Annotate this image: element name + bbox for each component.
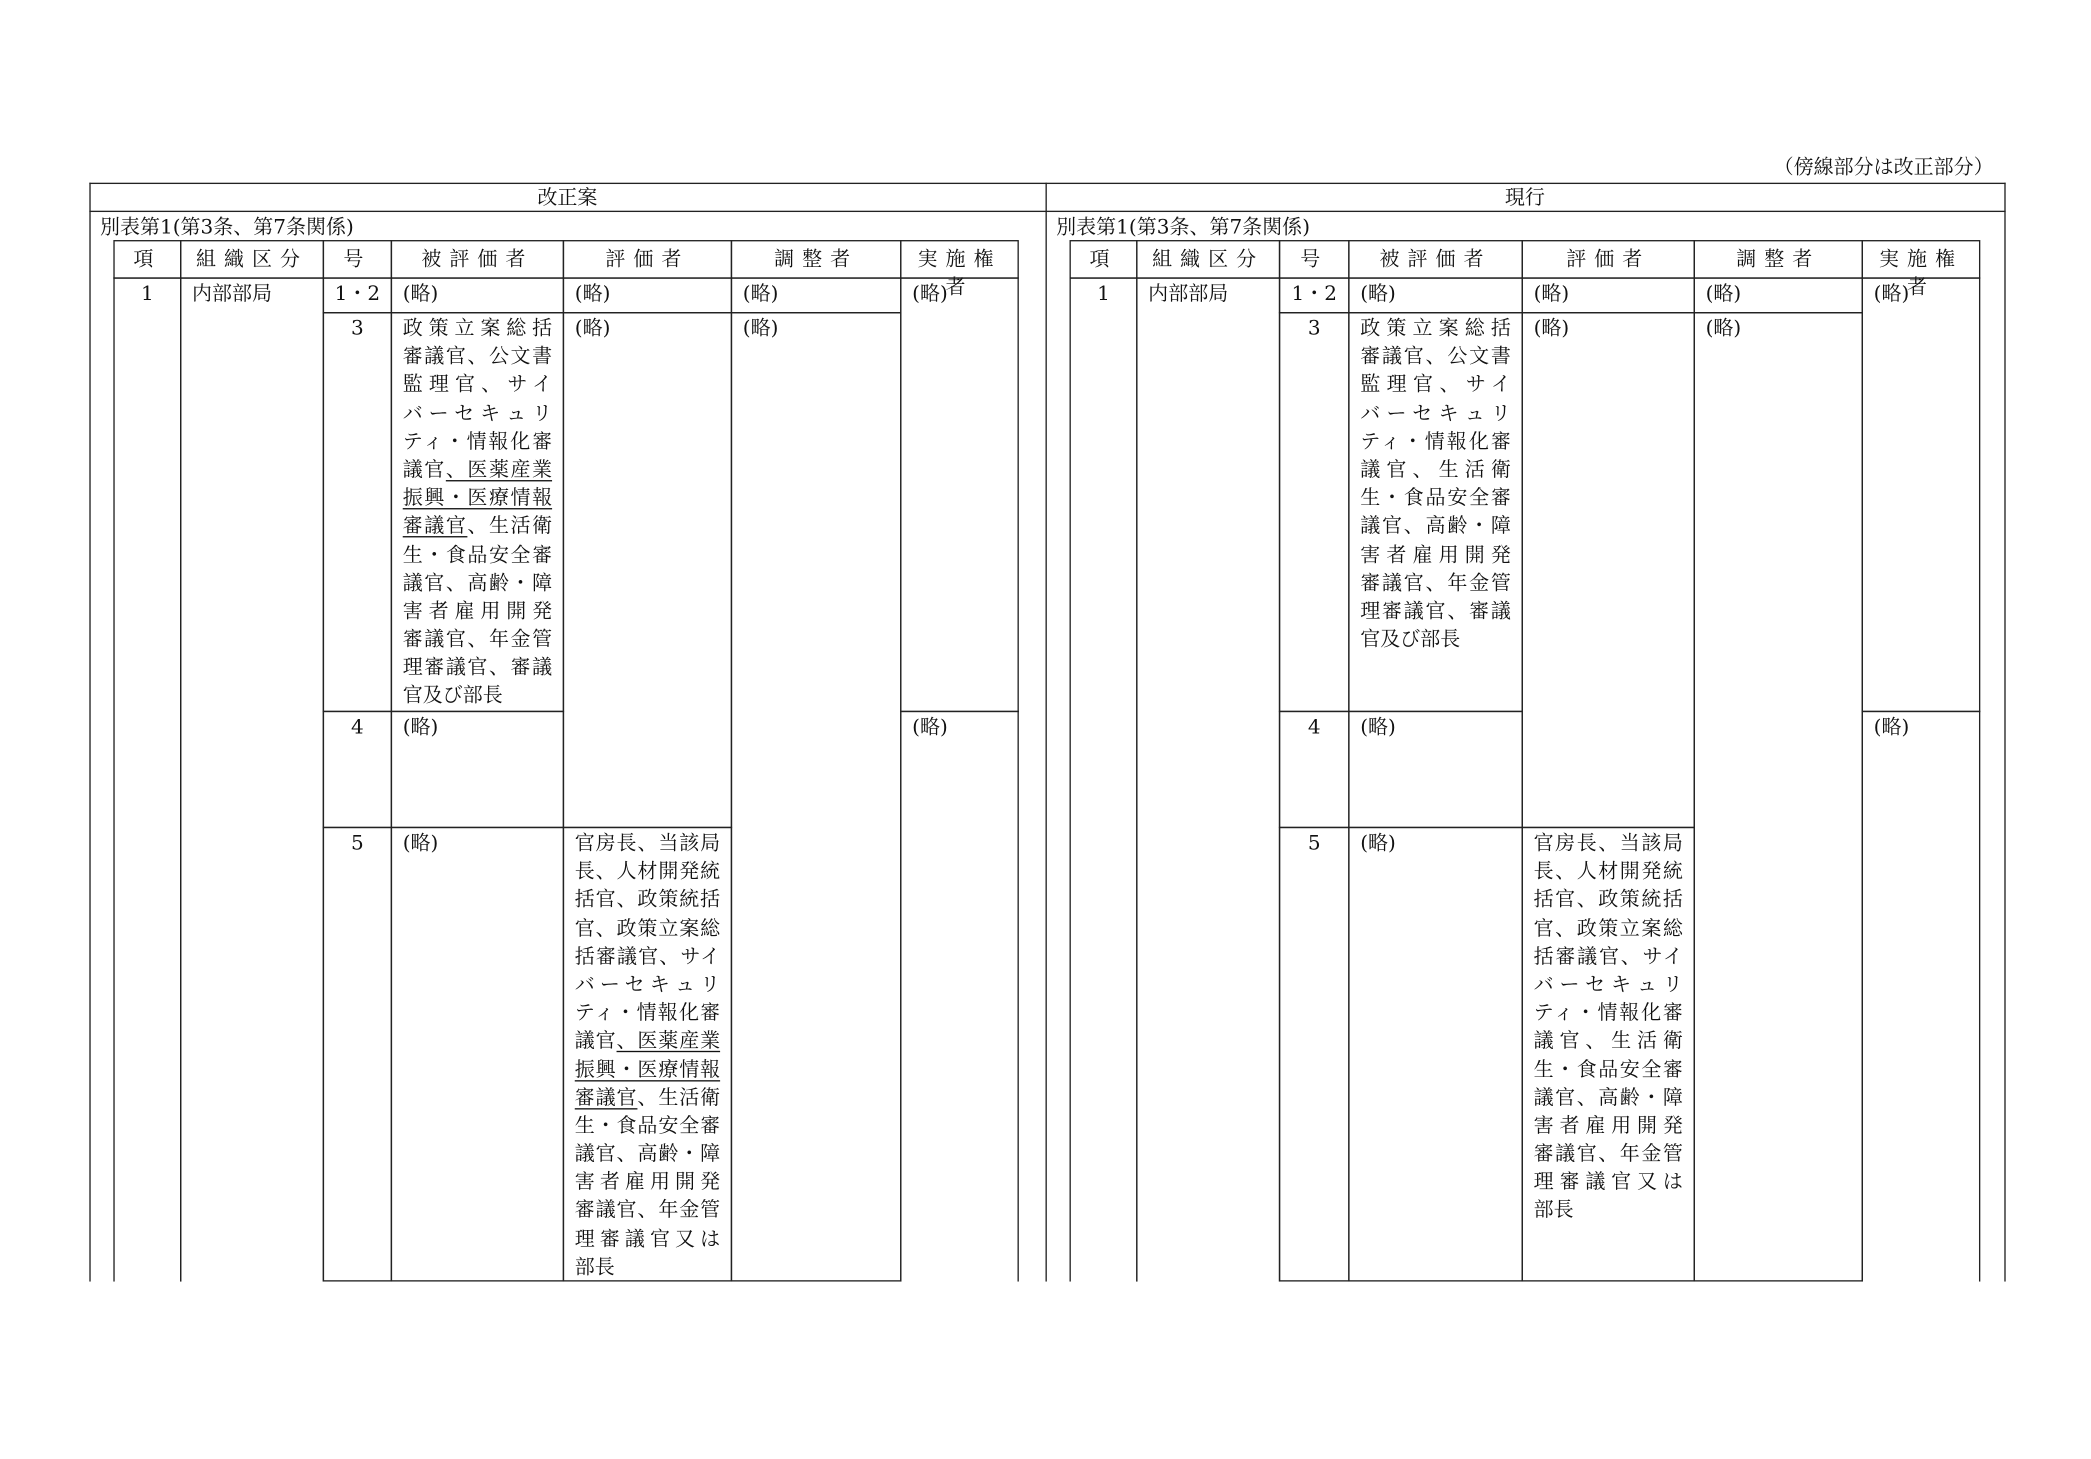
text-line xyxy=(1360,428,1511,456)
frame-heading-line xyxy=(89,211,2005,212)
evaluator-cell xyxy=(563,827,732,1282)
text-segment: 政策立案総括 xyxy=(1360,316,1511,341)
org-division-cell: 内部部局 xyxy=(180,277,324,1281)
coordinator-cell: (略) xyxy=(731,277,902,313)
text-line xyxy=(1534,858,1683,886)
header-target: 被評価者 xyxy=(391,240,564,279)
target-cell: (略) xyxy=(1348,277,1523,313)
text-segment: 生・食品安全審 xyxy=(1533,1056,1683,1081)
header-coordinator: 調整者 xyxy=(731,240,902,279)
amended-text: 、医薬産業 xyxy=(616,1028,721,1053)
text-line xyxy=(403,541,552,569)
text-segment: 、生活衛 xyxy=(637,1085,721,1110)
text-line xyxy=(1534,1169,1683,1197)
text-segment: 議官、高齢・障 xyxy=(574,1141,721,1166)
row-number-cell: 3 xyxy=(1279,312,1350,712)
text-segment: ティ・情報化審 xyxy=(402,429,553,454)
text-line xyxy=(403,456,552,484)
header-authority: 実施権者 xyxy=(1862,240,1981,279)
text-segment: 官、政策立案総 xyxy=(1533,915,1683,940)
heading-proposed: 改正案 xyxy=(537,185,598,210)
text-segment: バーセキュリ xyxy=(1360,400,1511,425)
text-segment: バーセキュリ xyxy=(1533,972,1683,997)
evaluator-cell xyxy=(1522,827,1695,1282)
text-line xyxy=(575,1027,720,1055)
frame-divider xyxy=(1046,183,1047,1282)
text-line xyxy=(1534,1084,1683,1112)
text-segment: 害者雇用開発 xyxy=(1360,542,1511,567)
text-segment: 害者雇用開発 xyxy=(402,598,553,623)
text-line xyxy=(575,942,720,970)
text-segment: 監理官、サイ xyxy=(402,372,553,397)
text-segment: 長、人材開発統 xyxy=(1533,859,1683,884)
text-segment: 理審議官又は xyxy=(1533,1169,1683,1194)
text-segment: 括審議官、サイ xyxy=(574,943,721,968)
evaluator-cell: (略) xyxy=(1522,312,1695,828)
amended-text: 、医薬産業 xyxy=(445,457,553,482)
text-line xyxy=(1360,343,1511,371)
header-org: 組織区分 xyxy=(1136,240,1280,279)
text-line xyxy=(403,626,552,654)
text-line xyxy=(1534,1056,1683,1084)
text-line xyxy=(1360,626,1511,654)
text-line xyxy=(403,484,552,512)
text-line xyxy=(575,858,720,886)
text-segment: ティ・情報化審 xyxy=(1533,1000,1683,1025)
target-cell xyxy=(1348,312,1523,712)
text-segment: ティ・情報化審 xyxy=(574,1000,721,1025)
coordinator-cell: (略) xyxy=(1694,277,1863,313)
header-item: 項 xyxy=(113,240,181,279)
text-segment: 審議官、年金管 xyxy=(574,1198,721,1223)
row-number-cell: 5 xyxy=(323,827,392,1282)
text-line xyxy=(1534,1112,1683,1140)
frame-left xyxy=(89,183,90,1282)
row-number-cell: 4 xyxy=(323,711,392,828)
coordinator-cell: (略) xyxy=(1694,312,1863,1281)
text-line xyxy=(1360,315,1511,343)
text-segment: 部長 xyxy=(574,1254,615,1279)
authority-cell: (略) xyxy=(900,277,1019,712)
text-line xyxy=(1534,1027,1683,1055)
header-coordinator: 調整者 xyxy=(1694,240,1863,279)
text-line xyxy=(1534,1140,1683,1168)
text-line xyxy=(575,829,720,857)
text-segment: 監理官、サイ xyxy=(1360,372,1511,397)
authority-cell: (略) xyxy=(1862,277,1981,712)
header-evaluator: 評価者 xyxy=(563,240,732,279)
text-line xyxy=(1360,456,1511,484)
text-line xyxy=(1360,569,1511,597)
coordinator-cell: (略) xyxy=(731,312,902,1281)
header-item: 項 xyxy=(1070,240,1138,279)
text-segment: 政策立案総括 xyxy=(402,316,553,341)
text-line xyxy=(1534,886,1683,914)
revision-note: （傍線部分は改正部分） xyxy=(1773,154,1994,179)
text-line xyxy=(1534,999,1683,1027)
text-segment: 議官 xyxy=(402,457,446,482)
text-segment: バーセキュリ xyxy=(574,972,721,997)
text-segment: 理審議官又は xyxy=(574,1226,721,1251)
target-cell: (略) xyxy=(391,277,564,313)
text-segment: 長、人材開発統 xyxy=(574,859,721,884)
text-line xyxy=(575,999,720,1027)
text-segment: 括官、政策統括 xyxy=(1533,887,1683,912)
text-segment: 議官、生活衛 xyxy=(1360,457,1511,482)
text-line xyxy=(403,315,552,343)
text-segment: 官、政策立案総 xyxy=(574,915,721,940)
text-segment: 官房長、当該局 xyxy=(574,830,721,855)
text-segment: 審議官、年金管 xyxy=(1533,1141,1683,1166)
text-segment: 部長 xyxy=(1533,1198,1574,1223)
text-line xyxy=(575,914,720,942)
item-number-cell: 1 xyxy=(113,277,181,1281)
header-target: 被評価者 xyxy=(1348,240,1523,279)
text-segment: 生・食品安全審 xyxy=(574,1113,721,1138)
text-line xyxy=(1360,484,1511,512)
heading-current: 現行 xyxy=(1504,185,1545,210)
text-line xyxy=(575,1084,720,1112)
text-line xyxy=(1360,399,1511,427)
text-line xyxy=(1360,541,1511,569)
text-segment: バーセキュリ xyxy=(402,400,553,425)
text-line xyxy=(575,1140,720,1168)
text-segment: 審議官、年金管 xyxy=(402,626,553,651)
text-line xyxy=(575,886,720,914)
text-segment: 議官、高齢・障 xyxy=(1360,513,1511,538)
text-segment: 審議官、年金管 xyxy=(1360,570,1511,595)
amended-text: 振興・医療情報 xyxy=(574,1056,721,1081)
text-line xyxy=(403,371,552,399)
text-line xyxy=(575,1253,720,1281)
text-line xyxy=(1360,371,1511,399)
row-number-cell: 4 xyxy=(1279,711,1350,828)
text-line xyxy=(403,654,552,682)
target-cell: (略) xyxy=(391,711,564,828)
text-line xyxy=(1534,971,1683,999)
org-division-cell: 内部部局 xyxy=(1136,277,1280,1281)
header-num: 号 xyxy=(1279,240,1350,279)
text-line xyxy=(403,682,552,710)
text-line xyxy=(1534,1197,1683,1225)
target-cell xyxy=(391,312,564,712)
row-number-cell: 3 xyxy=(323,312,392,712)
row-number-cell: 1・2 xyxy=(323,277,392,313)
target-cell: (略) xyxy=(1348,827,1523,1282)
text-line xyxy=(575,1225,720,1253)
text-line xyxy=(403,597,552,625)
target-cell: (略) xyxy=(391,827,564,1282)
text-line xyxy=(575,1169,720,1197)
text-line xyxy=(1360,597,1511,625)
text-segment: 括審議官、サイ xyxy=(1533,943,1683,968)
text-line xyxy=(575,971,720,999)
text-line xyxy=(575,1112,720,1140)
row-number-cell: 1・2 xyxy=(1279,277,1350,313)
header-authority: 実施権者 xyxy=(900,240,1019,279)
frame-right xyxy=(2004,183,2005,1282)
text-segment: 官及び部長 xyxy=(402,683,503,708)
header-evaluator: 評価者 xyxy=(1522,240,1695,279)
text-line xyxy=(403,343,552,371)
text-line xyxy=(403,428,552,456)
text-segment: 括官、政策統括 xyxy=(574,887,721,912)
text-segment: 審議官、公文書 xyxy=(1360,344,1511,369)
authority-cell: (略) xyxy=(900,711,1019,1282)
text-segment: 議官、高齢・障 xyxy=(1533,1085,1683,1110)
subtitle-proposed: 別表第1(第3条、第7条関係) xyxy=(100,214,354,239)
text-segment: 理審議官、審議 xyxy=(402,655,553,680)
text-line xyxy=(575,1197,720,1225)
text-segment: 議官 xyxy=(574,1028,617,1053)
text-line xyxy=(575,1056,720,1084)
evaluator-cell: (略) xyxy=(563,312,732,828)
item-number-cell: 1 xyxy=(1070,277,1138,1281)
text-segment: 議官、高齢・障 xyxy=(402,570,553,595)
amended-text: 審議官 xyxy=(574,1085,638,1110)
subtitle-current: 別表第1(第3条、第7条関係) xyxy=(1056,214,1311,239)
text-line xyxy=(1360,512,1511,540)
text-segment: 害者雇用開発 xyxy=(574,1169,721,1194)
text-segment: 議官、生活衛 xyxy=(1533,1028,1683,1053)
header-num: 号 xyxy=(323,240,392,279)
text-line xyxy=(403,512,552,540)
amended-text: 審議官 xyxy=(402,513,468,538)
evaluator-cell: (略) xyxy=(563,277,732,313)
text-segment: 害者雇用開発 xyxy=(1533,1113,1683,1138)
text-segment: ティ・情報化審 xyxy=(1360,429,1511,454)
row-number-cell: 5 xyxy=(1279,827,1350,1282)
text-segment: 生・食品安全審 xyxy=(1360,485,1511,510)
text-segment: 生・食品安全審 xyxy=(402,542,553,567)
text-segment: 官房長、当該局 xyxy=(1533,830,1683,855)
authority-cell: (略) xyxy=(1862,711,1981,1282)
evaluator-cell: (略) xyxy=(1522,277,1695,313)
text-line xyxy=(1534,942,1683,970)
text-segment: 、生活衛 xyxy=(467,513,553,538)
text-segment: 審議官、公文書 xyxy=(402,344,553,369)
amended-text: 振興・医療情報 xyxy=(402,485,553,510)
text-segment: 官及び部長 xyxy=(1360,626,1461,651)
text-segment: 理審議官、審議 xyxy=(1360,598,1511,623)
text-line xyxy=(403,569,552,597)
text-line xyxy=(403,399,552,427)
target-cell: (略) xyxy=(1348,711,1523,828)
text-line xyxy=(1534,829,1683,857)
header-org: 組織区分 xyxy=(180,240,324,279)
text-line xyxy=(1534,914,1683,942)
